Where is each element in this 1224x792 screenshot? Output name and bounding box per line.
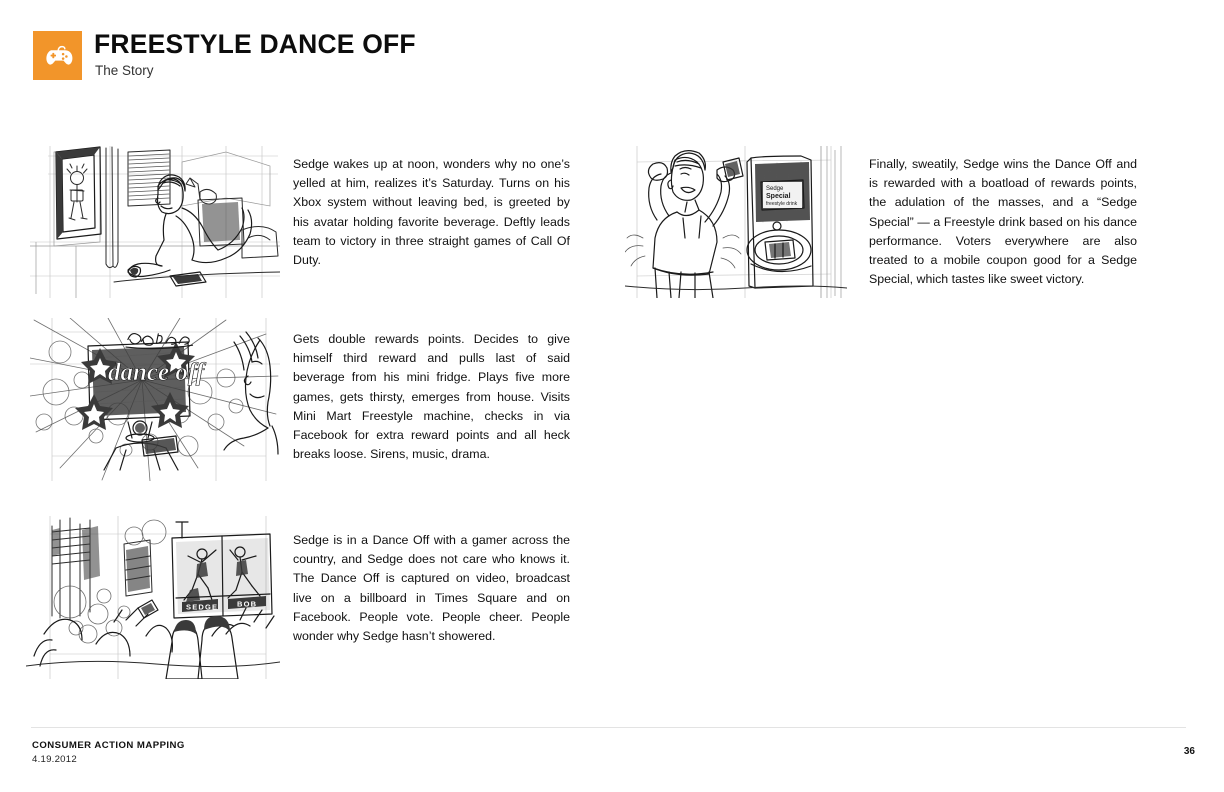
- story-panel-4: [625, 146, 1137, 298]
- page-number: 36: [1183, 746, 1195, 757]
- sketch-label-bob: BOB: [237, 599, 258, 609]
- footer-divider: [31, 727, 1186, 728]
- story-panel-2: [30, 318, 570, 481]
- story-panel-2-copy: Gets double rewards points. Decides to give himself third reward and pulls last of said beverage from his mini fridge. Plays five more games, gets thirsty, emerges from house. Visits Mini Mart Freestyle machine, checks in via Facebook for extra reward points and all heck breaks loose. Sirens, music, drama.: [293, 332, 570, 462]
- footer-project-name: CONSUMER ACTION MAPPING: [32, 740, 185, 751]
- header-text-group: [94, 31, 416, 79]
- story-panel-3: [26, 516, 570, 679]
- footer-date: 4.19.2012: [32, 753, 77, 765]
- sketch-label-sedge-sign-1: Sedge: [766, 186, 784, 192]
- page-title: FREESTYLE DANCE OFF: [94, 29, 416, 59]
- storyboard-sketch-dance-off-screen: [30, 318, 280, 481]
- storyboard-sketch-freestyle-machine-celebration: [625, 146, 847, 298]
- story-panel-1: [30, 146, 570, 298]
- sketch-label-sedge: SEDGE: [186, 602, 219, 612]
- story-panel-4-copy: Finally, sweatily, Sedge wins the Dance Off and is rewarded with a boatload of rewards points, the adulation of the masses, and a “Sedge Special” — a Freestyle drink based on his dance performance. Voters everywhere are also treated to a mobile coupon good for a Sedge Special, which tastes like sweet victory.: [869, 157, 1137, 287]
- page-subtitle: The Story: [95, 63, 154, 79]
- gamepad-icon: [43, 45, 73, 67]
- sketch-label-dance: dance off: [108, 359, 205, 386]
- story-panel-1-copy: Sedge wakes up at noon, wonders why no one’s yelled at him, realizes it’s Saturday. Turns on his Xbox system without leaving bed, is greeted by his avatar holding favorite beverage. Deftly leads team to victory in three straight games of Call Of Duty.: [293, 157, 570, 268]
- page-header: [33, 31, 416, 80]
- story-panel-3-copy: Sedge is in a Dance Off with a gamer across the country, and Sedge does not care who knows it. The Dance Off is captured on video, broadcast live on a billboard in Times Square and on Facebook. People vote. People cheer. People wonder why Sedge hasn’t showered.: [293, 533, 570, 644]
- sketch-label-sedge-sign-3: freestyle drink: [766, 201, 798, 207]
- storyboard-sketch-times-square-billboard: [26, 516, 280, 679]
- brand-mark: [33, 31, 82, 80]
- storyboard-sketch-bedroom: [30, 146, 280, 298]
- footer-meta: [32, 740, 185, 766]
- sketch-label-sedge-sign-2: Special: [766, 193, 791, 200]
